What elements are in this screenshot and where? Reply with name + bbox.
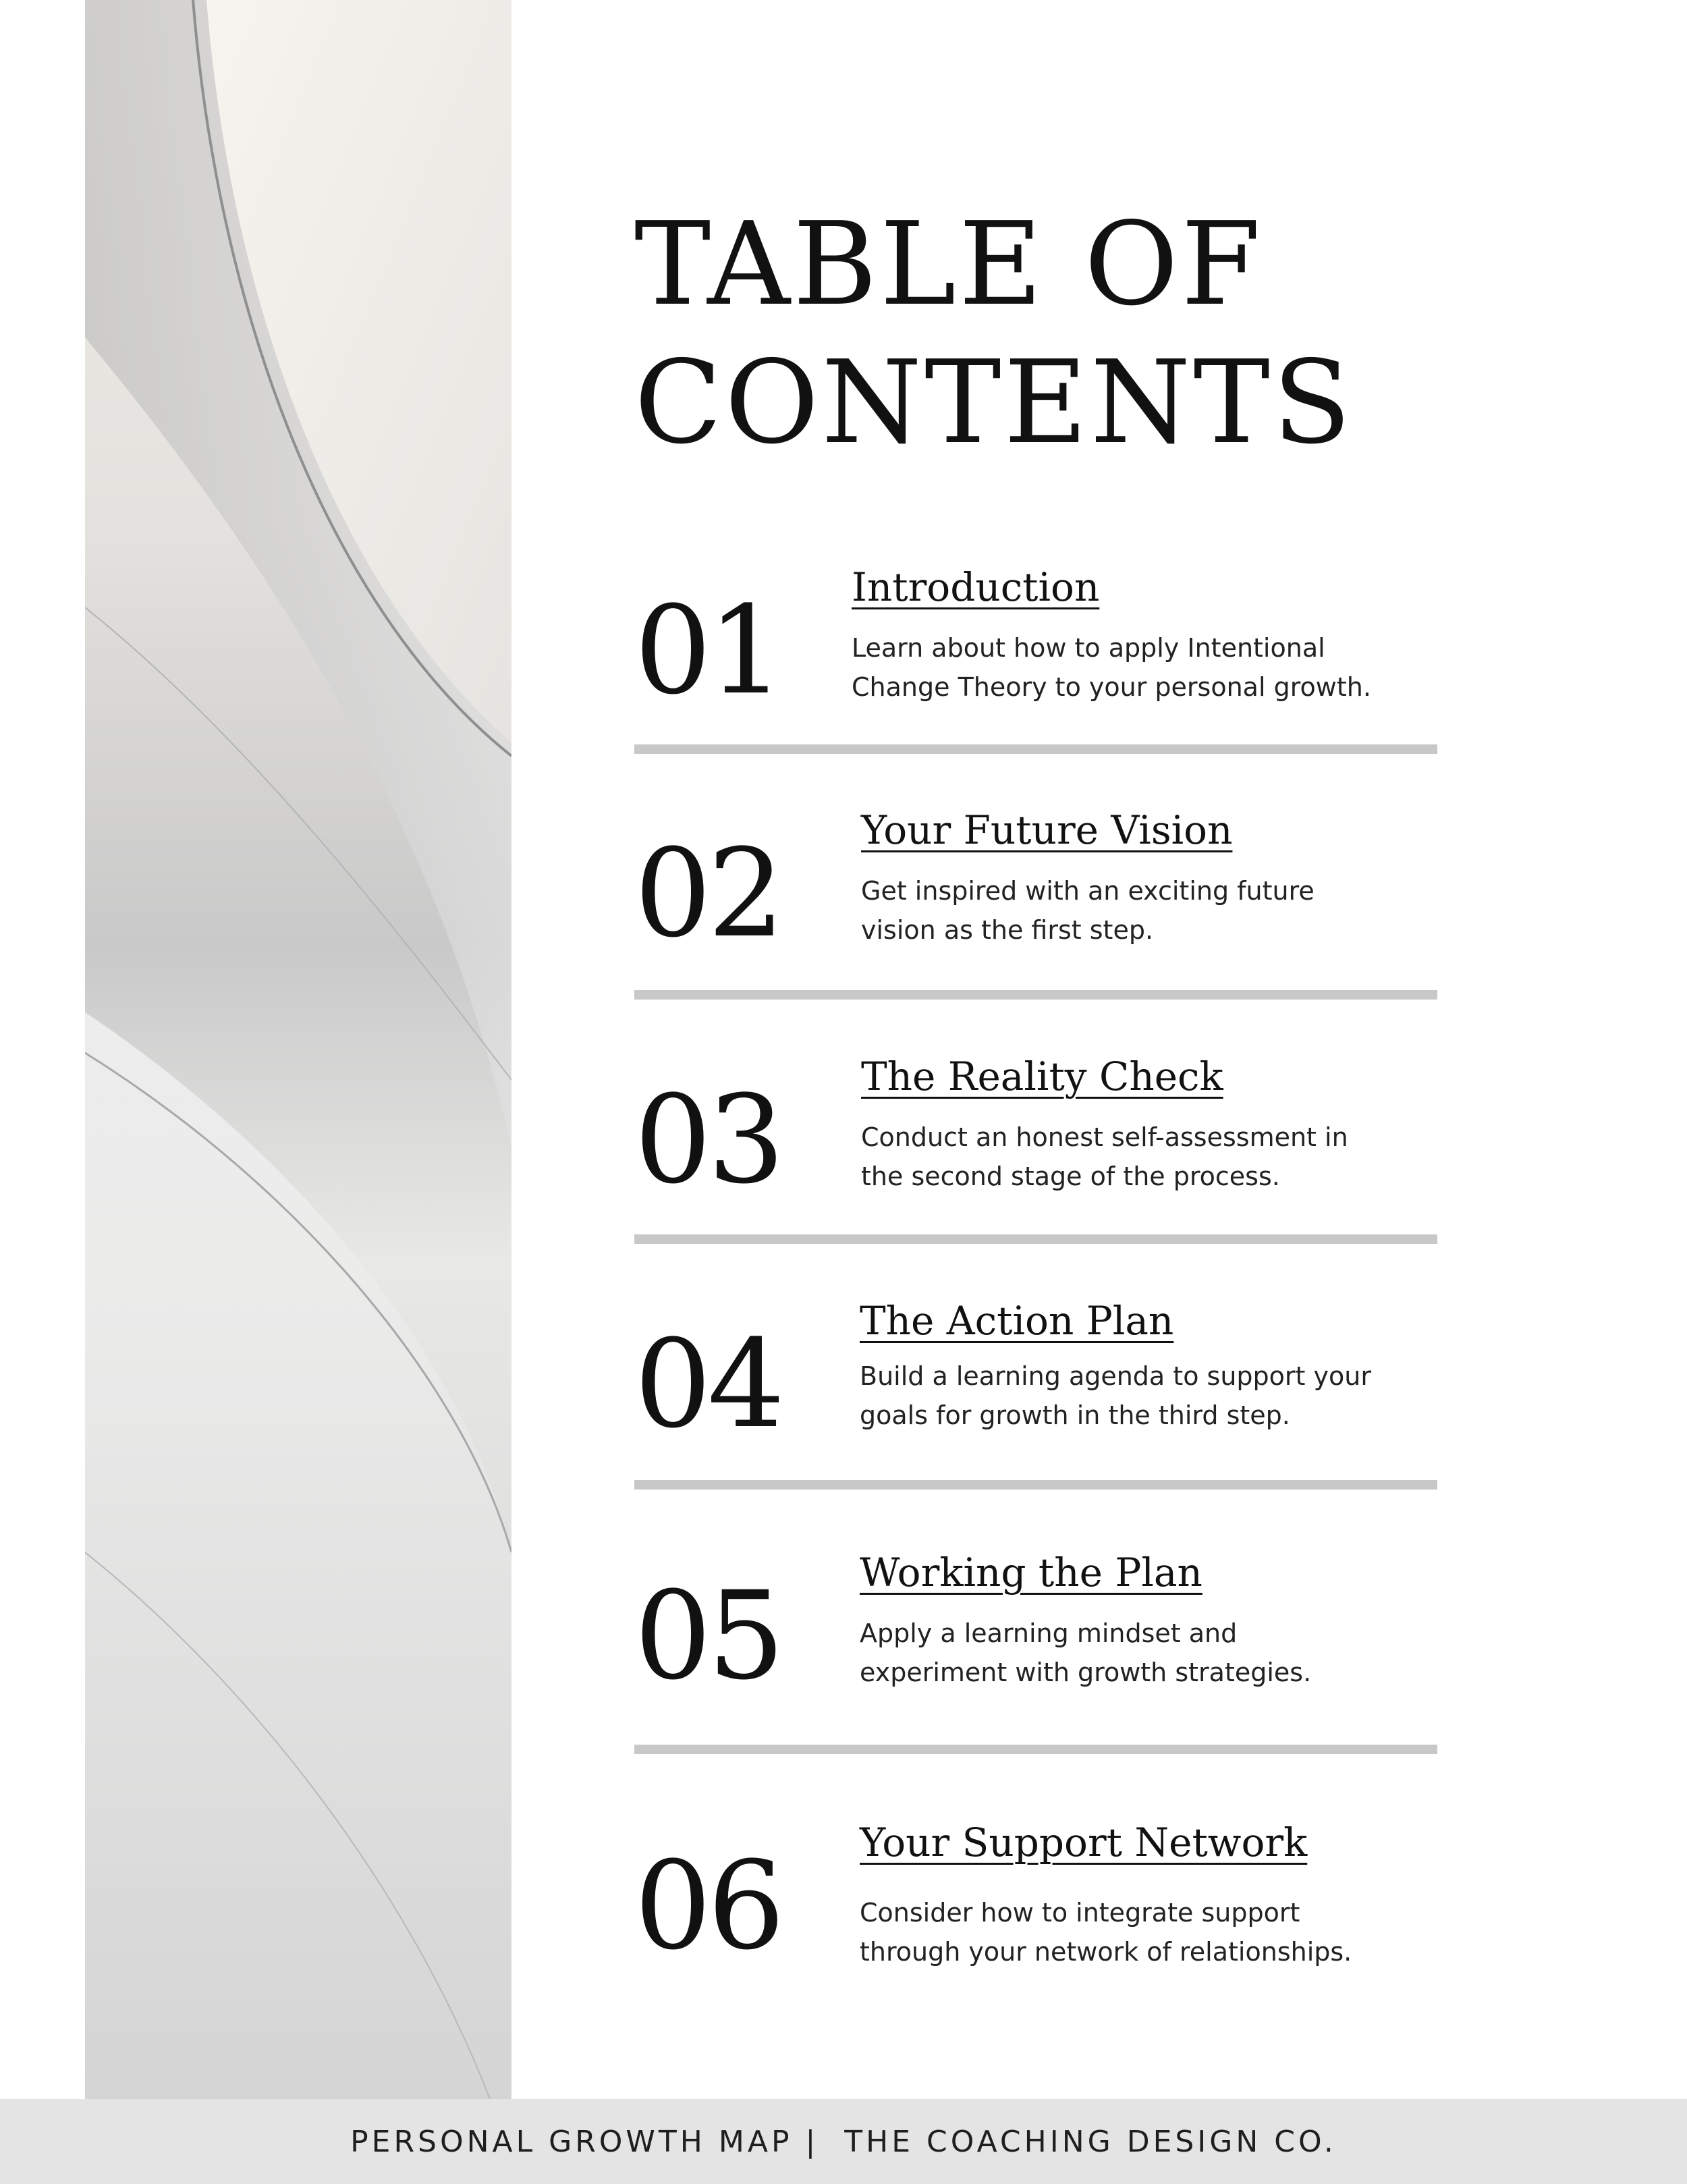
page-footer bbox=[0, 2099, 1687, 2184]
entry-title-link[interactable]: Introduction bbox=[852, 564, 1100, 610]
entry-number: 04 bbox=[634, 1314, 781, 1455]
entry-number: 02 bbox=[634, 823, 781, 964]
entry-description-line-1: Build a learning agenda to support your bbox=[860, 1361, 1371, 1391]
entry-description bbox=[860, 1614, 1386, 1692]
entry-description-line-1: Learn about how to apply Intentional bbox=[852, 633, 1325, 663]
entry-title-link[interactable]: The Action Plan bbox=[860, 1298, 1174, 1344]
entry-description bbox=[860, 1893, 1386, 1971]
entry-title-link[interactable]: Working the Plan bbox=[860, 1550, 1202, 1595]
toc-entry-reality-check bbox=[634, 1053, 1437, 1211]
abstract-swirl-graphic bbox=[85, 0, 511, 2099]
toc-entry-introduction bbox=[634, 564, 1437, 719]
footer-text: PERSONAL GROWTH MAP | THE COACHING DESIGN CO. bbox=[350, 2124, 1337, 2159]
entry-number: 03 bbox=[634, 1070, 781, 1211]
entry-title-link[interactable]: Your Future Vision bbox=[861, 807, 1233, 853]
entry-title-link[interactable]: Your Support Network bbox=[860, 1820, 1308, 1865]
entry-description-line-2: through your network of relationships. bbox=[860, 1937, 1352, 1967]
toc-entry-working-the-plan bbox=[634, 1549, 1437, 1707]
entry-description-line-1: Consider how to integrate support bbox=[860, 1898, 1300, 1928]
page-title bbox=[634, 196, 1354, 472]
section-divider bbox=[634, 990, 1437, 1000]
section-divider bbox=[634, 1480, 1437, 1490]
toc-entry-action-plan bbox=[634, 1297, 1437, 1455]
entry-description-line-2: experiment with growth strategies. bbox=[860, 1658, 1312, 1687]
entry-number: 05 bbox=[634, 1566, 781, 1707]
entry-number: 06 bbox=[634, 1836, 781, 1977]
entry-description-line-2: goals for growth in the third step. bbox=[860, 1400, 1290, 1430]
entry-description-line-1: Apply a learning mindset and bbox=[860, 1618, 1238, 1648]
page-title-line-2: CONTENTS bbox=[634, 336, 1354, 470]
entry-number: 01 bbox=[634, 580, 781, 721]
section-divider bbox=[634, 744, 1437, 754]
page-title-line-1: TABLE OF bbox=[634, 198, 1264, 331]
entry-description-line-2: Change Theory to your personal growth. bbox=[852, 672, 1371, 702]
entry-title-link[interactable]: The Reality Check bbox=[861, 1054, 1223, 1099]
entry-description bbox=[861, 871, 1387, 950]
entry-description-line-2: the second stage of the process. bbox=[861, 1162, 1280, 1191]
entry-description-line-1: Get inspired with an exciting future bbox=[861, 876, 1315, 906]
toc-entry-support-network bbox=[634, 1819, 1437, 1977]
entry-description-line-1: Conduct an honest self-assessment in bbox=[861, 1122, 1348, 1152]
entry-description-line-2: vision as the first step. bbox=[861, 915, 1154, 945]
entry-description bbox=[861, 1118, 1387, 1196]
entry-description bbox=[860, 1357, 1386, 1435]
entry-description bbox=[852, 628, 1378, 707]
section-divider bbox=[634, 1745, 1437, 1754]
toc-entry-future-vision bbox=[634, 807, 1437, 962]
section-divider bbox=[634, 1234, 1437, 1244]
decorative-side-image bbox=[85, 0, 511, 2099]
